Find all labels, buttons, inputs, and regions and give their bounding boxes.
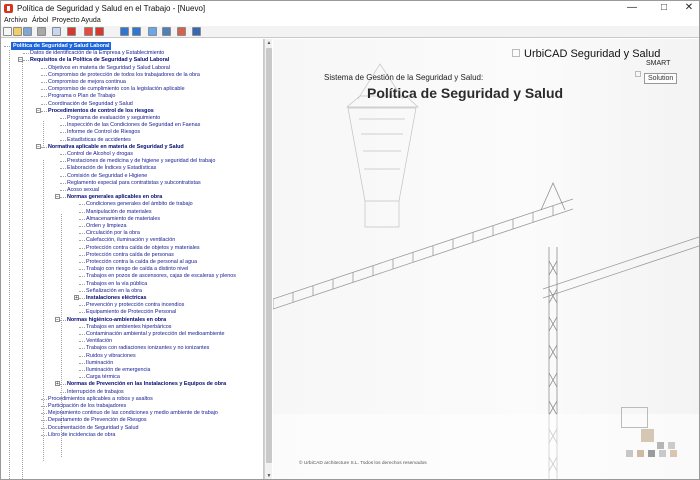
logo-tile-icon xyxy=(668,442,675,449)
logo-frame-icon xyxy=(621,407,648,428)
save-icon[interactable] xyxy=(23,27,32,36)
tree-guide-line xyxy=(9,50,10,480)
remove-icon[interactable] xyxy=(132,27,141,36)
edit-icon[interactable] xyxy=(162,27,171,36)
tree-branch-line xyxy=(41,89,47,90)
tree-item[interactable]: Señalización en la obra xyxy=(86,287,143,294)
tree-item[interactable]: Acoso sexual xyxy=(67,187,100,193)
tree-item[interactable]: Prestaciones de medicina y de higiene y seguridad del trabajo xyxy=(67,158,216,165)
tree-item[interactable]: Participación de los trabajadores xyxy=(48,403,127,409)
tree-item[interactable]: Ventilación xyxy=(86,338,113,345)
tree-item[interactable]: Coordinación de Seguridad y Salud xyxy=(48,100,133,107)
tree-branch-line xyxy=(41,420,47,421)
expand-icon[interactable]: + xyxy=(56,381,59,388)
tree-item[interactable]: Protección contra la caída de personal al agua xyxy=(86,259,198,265)
tree-item[interactable]: Trabajos en pozos de ascensores, cajas de escaleras y plenos xyxy=(86,273,236,280)
tree-item[interactable]: Protección contra caída de objetos y materiales xyxy=(86,244,200,251)
tree-branch-line xyxy=(60,132,66,133)
tree-item[interactable]: Programa o Plan de Trabajo xyxy=(48,93,116,100)
tree-item[interactable]: Elaboración de Índices y Estadísticas xyxy=(67,165,157,172)
tree-scrollbar[interactable] xyxy=(264,39,272,480)
scroll-thumb[interactable] xyxy=(266,48,272,463)
document-subtitle: Sistema de Gestión de la Seguridad y Salud: xyxy=(324,73,484,82)
menu-proyecto[interactable]: Proyecto xyxy=(52,17,80,24)
tree-item[interactable]: Compromiso de mejora continua xyxy=(48,79,126,85)
tree-item[interactable]: Protección contra caída de personas xyxy=(86,251,174,258)
tree-branch-line xyxy=(79,255,85,256)
tree-guide-line xyxy=(43,121,44,148)
tree-branch-line xyxy=(79,377,85,378)
logo-tile-icon xyxy=(637,450,644,457)
tree-item[interactable]: Manipulación de materiales xyxy=(86,208,152,215)
tree-item[interactable]: Control de Alcohol y drogas xyxy=(67,151,133,157)
tree-item[interactable]: Trabajo con riesgo de caída a distinto nivel xyxy=(86,266,189,273)
tree-branch-line xyxy=(60,118,66,119)
tree-branch-line xyxy=(60,183,66,184)
tree-branch-line xyxy=(79,305,85,306)
tree-branch-line xyxy=(41,104,47,105)
tree-item[interactable]: Programa de evaluación y seguimiento xyxy=(67,115,161,121)
preview-icon[interactable] xyxy=(52,27,61,36)
tree-group-item[interactable]: Normas generales aplicables en obra xyxy=(67,194,163,201)
tree-item[interactable]: Interrupción de trabajos xyxy=(67,388,124,395)
tree-item[interactable]: Datos de identificación de la Empresa y Establecimiento xyxy=(30,50,165,57)
expand-icon[interactable]: + xyxy=(75,295,78,301)
delete-icon[interactable] xyxy=(95,27,104,36)
tree-item[interactable]: Informe de Control de Riesgos xyxy=(67,129,141,136)
tree-item[interactable]: Reglamento especial para contratistas y subcontratistas xyxy=(67,179,201,186)
tree-group-item[interactable]: Normativa aplicable en materia de Seguridad y Salud xyxy=(48,143,184,150)
logo-tile-icon xyxy=(670,450,677,457)
title-bar xyxy=(1,1,699,16)
tree-branch-line xyxy=(60,176,66,177)
tree-branch-line xyxy=(79,298,85,299)
tree-branch-line xyxy=(79,269,85,270)
tree-item[interactable]: Iluminación de emergencia xyxy=(86,367,151,373)
collapse-icon[interactable]: − xyxy=(56,316,59,323)
tree-branch-line xyxy=(79,370,85,371)
tree-group-item[interactable]: Instalaciones eléctricas xyxy=(86,295,147,301)
collapse-icon[interactable]: − xyxy=(56,194,59,201)
tree-branch-line xyxy=(79,284,85,285)
tree-branch-line xyxy=(79,262,85,263)
tree-item[interactable]: Iluminación xyxy=(86,359,114,366)
window-title: Política de Seguridad y Salud en el Trabajo - [Nuevo] xyxy=(17,4,206,13)
solution-label: Solution xyxy=(644,73,677,84)
tree-group-item[interactable]: Requisitos de la Política de Seguridad y Salud Laboral xyxy=(30,57,170,64)
tree-branch-line xyxy=(41,428,47,429)
tree-item[interactable]: Prevención y protección contra incendios xyxy=(86,302,185,309)
tree-branch-line xyxy=(79,212,85,213)
tree-branch-line xyxy=(79,341,85,342)
tree-branch-line xyxy=(79,348,85,349)
refresh-icon[interactable] xyxy=(148,27,157,36)
tree-branch-line xyxy=(79,204,85,205)
scroll-down-icon[interactable]: ▼ xyxy=(266,473,272,479)
tree-item[interactable]: Circulación por la obra xyxy=(86,230,140,237)
tree-branch-line xyxy=(41,406,47,407)
tree-item[interactable]: Compromiso de cumplimiento con la legislación aplicable xyxy=(48,86,185,93)
tree-branch-line xyxy=(41,96,47,97)
tree-branch-line xyxy=(23,60,29,61)
tree-item[interactable]: Objetivos en materia de Seguridad y Salud Laboral xyxy=(48,64,170,71)
logo-tile-icon xyxy=(626,450,633,457)
tree-branch-line xyxy=(60,140,66,141)
tree-item[interactable]: Calefacción, iluminación y ventilación xyxy=(86,237,176,244)
tree-guide-line xyxy=(43,160,44,461)
tree-item[interactable]: Trabajos en ambientes hiperbáricos xyxy=(86,323,172,330)
tree-item[interactable]: Libro de incidencias de obra xyxy=(48,431,116,438)
tree-branch-line xyxy=(60,197,66,198)
toolbar xyxy=(1,26,699,38)
tree-item[interactable]: Condiciones generales del ámbito de trabajo xyxy=(86,201,193,208)
tree-branch-line xyxy=(60,384,66,385)
tree-branch-line xyxy=(60,154,66,155)
open-icon[interactable] xyxy=(13,27,22,36)
tree-branch-line xyxy=(4,46,10,47)
brand-name: UrbiCAD Seguridad y Salud xyxy=(524,48,661,60)
brand-square-icon xyxy=(512,49,520,57)
logo-tile-icon xyxy=(659,450,666,457)
tree-branch-line xyxy=(41,82,47,83)
close-button[interactable]: ✕ xyxy=(684,2,694,13)
menu-arbol[interactable]: Árbol xyxy=(32,17,49,24)
tree-item[interactable]: Comisión de Seguridad e Higiene xyxy=(67,172,148,179)
tree-branch-line xyxy=(79,312,85,313)
tree-item[interactable]: Ruidos y vibraciones xyxy=(86,352,136,359)
tree-item[interactable]: Almacenamiento de materiales xyxy=(86,215,161,222)
tree-item[interactable]: Carga térmica xyxy=(86,374,120,381)
tree-group-item[interactable]: Procedimientos de control de los riesgos xyxy=(48,107,154,114)
tree-branch-line xyxy=(41,147,47,148)
tree-item[interactable]: Orden y limpieza xyxy=(86,223,127,229)
tree-item[interactable]: Documentación de Seguridad y Salud xyxy=(48,424,139,431)
new-file-icon[interactable] xyxy=(3,27,12,36)
collapse-icon[interactable]: − xyxy=(37,107,40,114)
help-icon[interactable] xyxy=(192,27,201,36)
tree-branch-line xyxy=(60,168,66,169)
tree-branch-line xyxy=(79,240,85,241)
brand-smart-label: SMART xyxy=(646,60,671,67)
tree-branch-line xyxy=(79,327,85,328)
collapse-icon[interactable]: − xyxy=(37,143,40,150)
tree-branch-line xyxy=(79,276,85,277)
tree-branch-line xyxy=(79,356,85,357)
tree-branch-line xyxy=(41,435,47,436)
logo-tile-icon xyxy=(648,450,655,457)
tree-branch-line xyxy=(23,53,29,54)
scroll-up-icon[interactable]: ▲ xyxy=(266,40,272,46)
menu-archivo[interactable]: Archivo xyxy=(4,17,28,24)
tree-item[interactable]: Departamento de Prevención de Riesgos xyxy=(48,417,147,424)
tree-branch-line xyxy=(60,125,66,126)
tree-item[interactable]: Trabajos en la vía pública xyxy=(86,280,148,287)
minimize-button[interactable]: — xyxy=(627,2,637,13)
tree-item[interactable]: Trabajos con radiaciones ionizantes y no ionizantes xyxy=(86,345,210,352)
report-icon[interactable] xyxy=(177,27,186,36)
logo-tile-icon xyxy=(657,442,664,449)
tree-branch-line xyxy=(41,75,47,76)
maximize-button[interactable]: □ xyxy=(660,2,668,13)
tree-item[interactable]: Contaminación ambiental y protección del medioambiente xyxy=(86,331,225,337)
tree-item[interactable]: Mejoramiento continuo de las condiciones y medio ambiente de trabajo xyxy=(48,410,218,417)
brand-small-square-icon xyxy=(635,71,641,77)
tree-branch-line xyxy=(41,413,47,414)
tree-item[interactable]: Inspección de las Condiciones de Seguridad en Faenas xyxy=(67,122,201,129)
menu-bar xyxy=(1,16,699,26)
tree-item[interactable]: Compromiso de protección de todos los trabajadores de la obra xyxy=(48,71,200,78)
tree-branch-line xyxy=(79,291,85,292)
print-icon[interactable] xyxy=(37,27,46,36)
tree-group-item[interactable]: Normas higiénico-ambientales en obra xyxy=(67,316,167,323)
copyright-text: © UrbiCAD architecture S.L. Todos los derechos reservados xyxy=(299,461,427,466)
tree-branch-line xyxy=(79,248,85,249)
document-title: Política de Seguridad y Salud xyxy=(367,85,564,101)
tree-item[interactable]: Política de Seguridad y Salud Laboral xyxy=(13,43,110,49)
tree-branch-line xyxy=(60,392,66,393)
logo-tile-icon xyxy=(641,429,654,442)
tree-branch-line xyxy=(60,190,66,191)
tree-branch-line xyxy=(79,233,85,234)
tree-branch-line xyxy=(60,320,66,321)
document-preview xyxy=(273,39,699,480)
tree-item[interactable]: Estadísticas de accidentes xyxy=(67,136,131,143)
project-tree xyxy=(1,39,264,480)
tree-branch-line xyxy=(79,219,85,220)
menu-ayuda[interactable]: Ayuda xyxy=(81,17,101,24)
tree-branch-line xyxy=(41,68,47,69)
close-red-icon[interactable] xyxy=(84,27,93,36)
tree-branch-line xyxy=(79,226,85,227)
app-icon xyxy=(4,4,13,13)
tree-branch-line xyxy=(41,399,47,400)
add-icon[interactable] xyxy=(120,27,129,36)
collapse-icon[interactable]: − xyxy=(19,57,22,64)
tree-branch-line xyxy=(79,334,85,335)
tree-item[interactable]: Equipamiento de Protección Personal xyxy=(86,309,177,316)
tree-guide-line xyxy=(22,58,23,480)
tree-branch-line xyxy=(79,363,85,364)
tree-branch-line xyxy=(41,111,47,112)
tree-item[interactable]: Procedimientos aplicables a robos y asaltos xyxy=(48,395,153,402)
tree-branch-line xyxy=(60,161,66,162)
tree-group-item[interactable]: Normas de Prevención en las Instalaciones y Equipos de obra xyxy=(67,381,227,388)
pdf-icon[interactable] xyxy=(67,27,76,36)
